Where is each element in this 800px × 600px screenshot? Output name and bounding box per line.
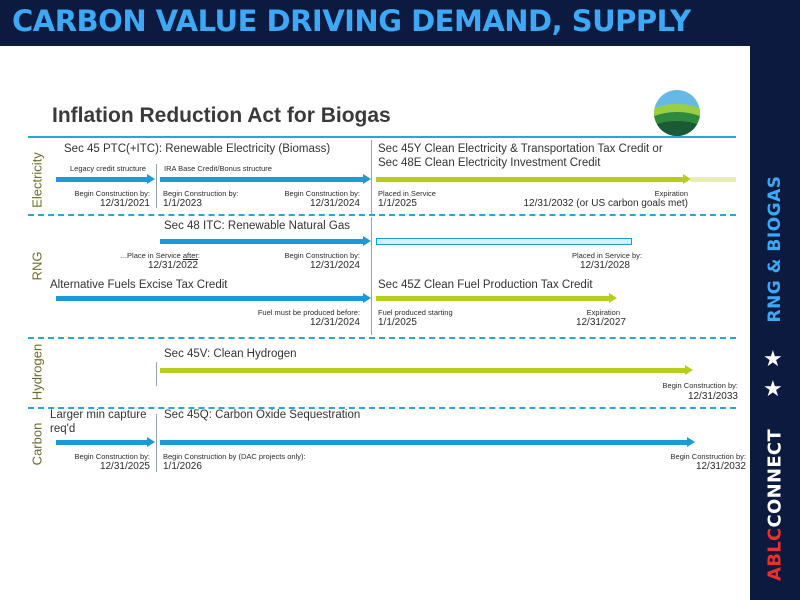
timeline-arrow [160, 177, 364, 182]
expiration-label: Expiration [586, 308, 620, 317]
date-value: 12/31/2027 [575, 317, 626, 328]
timeline-bar [376, 238, 632, 245]
date-value: 12/31/2028 [579, 260, 630, 271]
timeline-arrow [56, 177, 148, 182]
place-in-service-label [121, 251, 200, 260]
capture-note-line1: Larger min capture [50, 409, 147, 421]
ira-label: IRA Base Credit/Bonus structure [164, 164, 272, 173]
place-prefix: ...Place in Service [120, 251, 183, 260]
legacy-label: Legacy credit structure [70, 164, 146, 173]
date-value: 12/31/2024 [309, 317, 360, 328]
category-electricity: Electricity [29, 152, 45, 208]
brand-part-connect: CONNECT [764, 428, 786, 528]
star-icon: ★ [763, 346, 783, 371]
timeline-arrow [160, 368, 686, 373]
slide-title: Inflation Reduction Act for Biogas [52, 104, 391, 127]
timeline-fade [690, 177, 736, 182]
date-value: 12/31/2025 [99, 461, 150, 472]
biogas-logo-icon [654, 90, 700, 136]
category-rng: RNG [29, 251, 45, 281]
timeline-arrow [56, 296, 364, 301]
alt-fuels-title: Alternative Fuels Excise Tax Credit [50, 279, 228, 291]
date-value: 12/31/2022 [147, 260, 198, 271]
placed-in-service-label: Placed in Service [378, 189, 436, 198]
fuel-start-label: Fuel produced starting [378, 308, 453, 317]
date-value: 12/31/2032 [695, 461, 746, 472]
sec45q-title: Sec 45Q: Carbon Oxide Sequestration [164, 409, 361, 421]
column-separator [371, 140, 372, 214]
begin-construction-label: Begin Construction by: [163, 189, 239, 198]
brand-part-ablc: ABLC [764, 527, 786, 582]
sec48-itc-title: Sec 48 ITC: Renewable Natural Gas [164, 220, 351, 232]
section-divider [28, 214, 736, 216]
category-hydrogen: Hydrogen [29, 343, 45, 401]
timeline-arrow [376, 177, 684, 182]
header-bar [0, 0, 800, 46]
timeline-arrow [160, 440, 688, 445]
begin-construction-label: Begin Construction by: [662, 381, 738, 390]
ptc-title: Sec 45 PTC(+ITC): Renewable Electricity (Biomass) [64, 143, 331, 155]
star-icon: ★ [763, 376, 783, 401]
sec48e-title-line2: Sec 48E Clean Electricity Investment Credit [378, 157, 601, 169]
begin-construction-label: Begin Construction by: [284, 189, 360, 198]
brand-logo [765, 429, 786, 581]
header-title: CARBON VALUE DRIVING DEMAND, SUPPLY [12, 4, 691, 38]
timeline-arrow [160, 239, 364, 244]
date-value: 1/1/2023 [163, 198, 202, 209]
place-after: after [182, 251, 198, 260]
date-value: 1/1/2025 [378, 198, 417, 209]
date-value: 12/31/2033 [687, 391, 738, 402]
slide [0, 46, 750, 600]
placed-in-service-label: Placed in Service by: [571, 251, 642, 260]
section-divider [28, 337, 736, 339]
title-divider [28, 136, 736, 138]
date-value: 12/31/2032 (or US carbon goals met) [523, 198, 688, 209]
column-separator [371, 217, 372, 335]
sec45z-title: Sec 45Z Clean Fuel Production Tax Credit [378, 279, 593, 291]
timeline-arrow [376, 296, 610, 301]
expiration-label: Expiration [654, 189, 688, 198]
begin-construction-label: Begin Construction by: [670, 452, 746, 461]
column-separator [156, 164, 157, 208]
begin-construction-label: Begin Construction by: [74, 452, 150, 461]
sec45v-title: Sec 45V: Clean Hydrogen [164, 348, 297, 360]
column-separator [156, 362, 157, 386]
fuel-before-label: Fuel must be produced before: [257, 308, 360, 317]
sec45y-title-line1: Sec 45Y Clean Electricity & Transportation Tax Credit or [378, 143, 663, 155]
category-carbon: Carbon [29, 422, 45, 466]
column-separator [156, 414, 157, 472]
begin-construction-label: Begin Construction by: [284, 251, 360, 260]
begin-construction-label: Begin Construction by: [74, 189, 150, 198]
date-value: 12/31/2021 [99, 198, 150, 209]
sidebar-topic: RNG & BIOGAS [765, 175, 785, 323]
date-value: 1/1/2026 [163, 461, 202, 472]
date-value: 1/1/2025 [378, 317, 417, 328]
capture-note-line2: req'd [50, 423, 76, 435]
date-value: 12/31/2024 [309, 198, 360, 209]
dac-construction-label: Begin Construction by (DAC projects only): [163, 452, 306, 461]
date-value: 12/31/2024 [309, 260, 360, 271]
timeline-arrow [56, 440, 148, 445]
place-colon: : [197, 251, 200, 260]
